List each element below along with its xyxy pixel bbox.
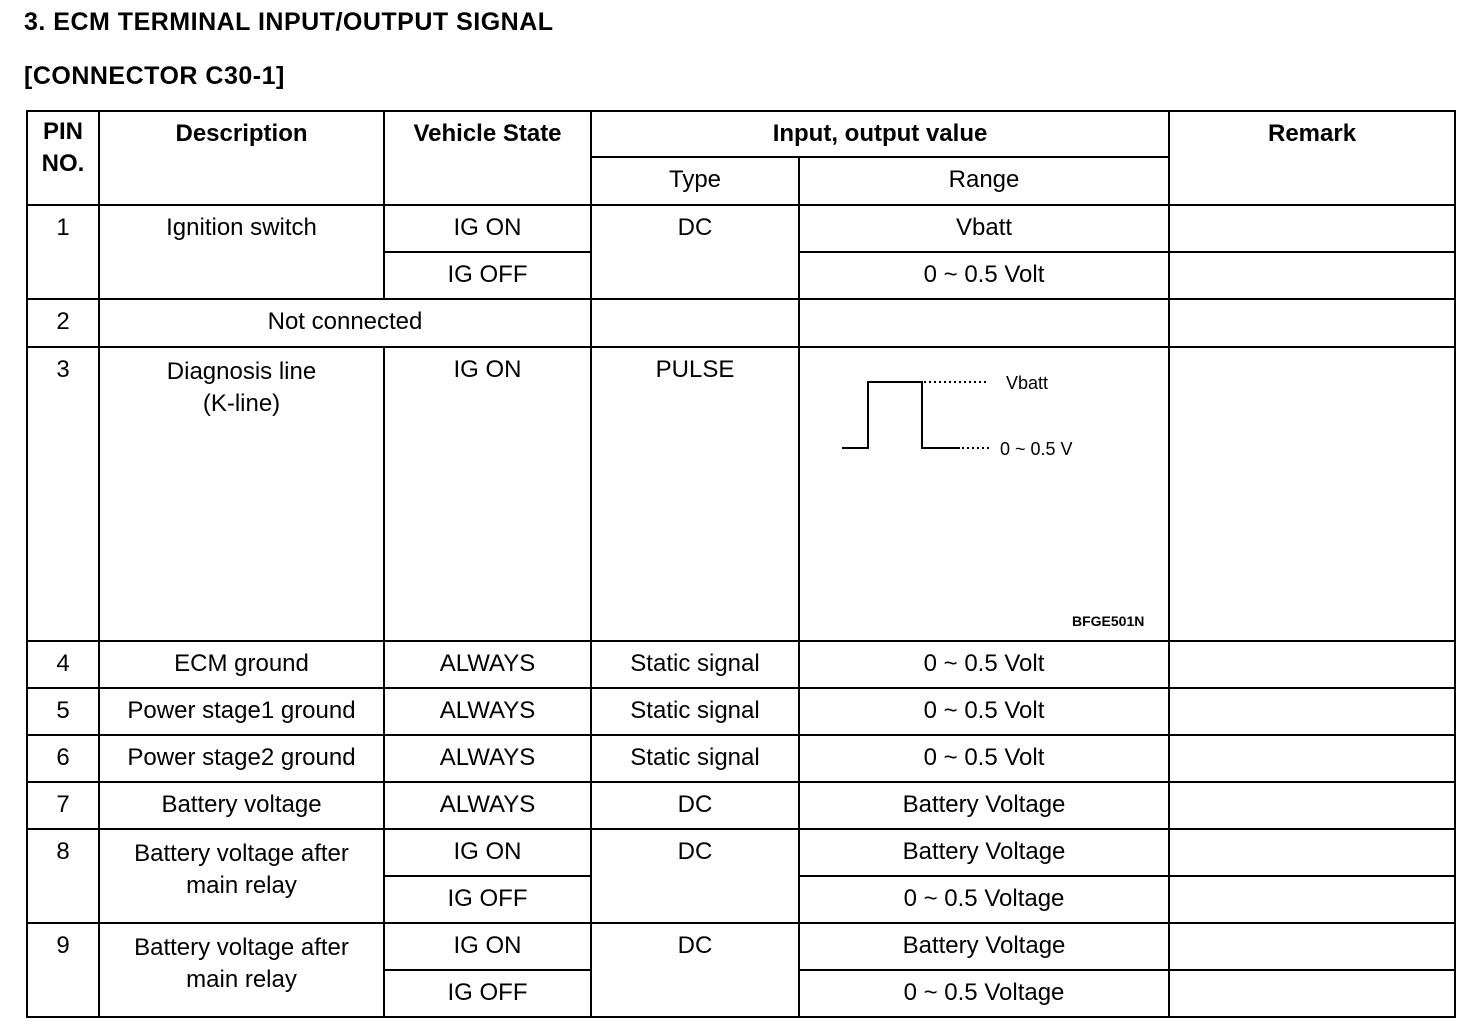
description: Diagnosis line (K-line): [99, 347, 384, 641]
vehicle-state: IG OFF: [384, 970, 591, 1017]
signal-type: Static signal: [591, 641, 799, 688]
signal-type: DC: [591, 829, 799, 923]
header-vehicle-state: Vehicle State: [384, 111, 591, 205]
range-value: Vbatt: [799, 205, 1169, 252]
vehicle-state: ALWAYS: [384, 641, 591, 688]
vehicle-state: IG ON: [384, 347, 591, 641]
table-row: [27, 829, 1455, 876]
pin-number: 5: [27, 688, 99, 735]
table-row: [27, 688, 1455, 735]
remark: [1169, 641, 1455, 688]
pin-number: 8: [27, 829, 99, 923]
remark: [1169, 923, 1455, 970]
description: Battery voltage after main relay: [99, 829, 384, 923]
pin-number: 2: [27, 299, 99, 347]
connector-label: [CONNECTOR C30-1]: [24, 62, 285, 90]
pulse-trace: [842, 382, 960, 448]
description: Power stage1 ground: [99, 688, 384, 735]
pulse-waveform: [799, 347, 1169, 641]
vehicle-state: ALWAYS: [384, 735, 591, 782]
remark: [1169, 205, 1455, 252]
vehicle-state: ALWAYS: [384, 688, 591, 735]
description: Battery voltage: [99, 782, 384, 829]
remark: [1169, 829, 1455, 876]
description: Power stage2 ground: [99, 735, 384, 782]
signal-type: Static signal: [591, 688, 799, 735]
low-level-label: 0 ~ 0.5 V: [1000, 439, 1073, 459]
remark: [1169, 876, 1455, 923]
description: Not connected: [99, 299, 591, 347]
range-value: 0 ~ 0.5 Voltage: [799, 876, 1169, 923]
signal-type: PULSE: [591, 347, 799, 641]
range-value: Battery Voltage: [799, 923, 1169, 970]
range-value: [799, 299, 1169, 347]
range-value: 0 ~ 0.5 Volt: [799, 735, 1169, 782]
table-row: [27, 923, 1455, 970]
description: ECM ground: [99, 641, 384, 688]
high-level-label: Vbatt: [1006, 373, 1049, 393]
pin-number: 3: [27, 347, 99, 641]
vehicle-state: IG OFF: [384, 876, 591, 923]
table-row: [27, 782, 1455, 829]
signal-type: [591, 299, 799, 347]
table-row: [27, 347, 1455, 641]
signal-type: Static signal: [591, 735, 799, 782]
remark: [1169, 970, 1455, 1017]
pin-number: 7: [27, 782, 99, 829]
remark: [1169, 782, 1455, 829]
remark: [1169, 347, 1455, 641]
range-value: 0 ~ 0.5 Volt: [799, 641, 1169, 688]
vehicle-state: IG ON: [384, 205, 591, 252]
header-io-value: Input, output value: [591, 111, 1169, 157]
vehicle-state: IG OFF: [384, 252, 591, 299]
header-pin-no: PIN NO.: [27, 111, 99, 205]
range-value: 0 ~ 0.5 Voltage: [799, 970, 1169, 1017]
pin-number: 6: [27, 735, 99, 782]
pin-number: 9: [27, 923, 99, 1017]
table-row: [27, 735, 1455, 782]
remark: [1169, 735, 1455, 782]
vehicle-state: ALWAYS: [384, 782, 591, 829]
signal-type: DC: [591, 782, 799, 829]
remark: [1169, 299, 1455, 347]
range-value: 0 ~ 0.5 Volt: [799, 688, 1169, 735]
description: Battery voltage after main relay: [99, 923, 384, 1017]
pin-number: 4: [27, 641, 99, 688]
header-range: Range: [799, 157, 1169, 205]
signal-table: [26, 110, 1456, 1018]
range-value: Battery Voltage: [799, 829, 1169, 876]
page-title: 3. ECM TERMINAL INPUT/OUTPUT SIGNAL: [24, 8, 554, 36]
pulse-waveform-diagram: [800, 348, 1166, 640]
table-row: [27, 205, 1455, 252]
signal-type: DC: [591, 205, 799, 299]
header-type: Type: [591, 157, 799, 205]
vehicle-state: IG ON: [384, 923, 591, 970]
vehicle-state: IG ON: [384, 829, 591, 876]
table-row: [27, 641, 1455, 688]
description: Ignition switch: [99, 205, 384, 299]
remark: [1169, 252, 1455, 299]
range-value: 0 ~ 0.5 Volt: [799, 252, 1169, 299]
header-description: Description: [99, 111, 384, 205]
remark: [1169, 688, 1455, 735]
pin-number: 1: [27, 205, 99, 299]
table-row: [27, 299, 1455, 347]
signal-type: DC: [591, 923, 799, 1017]
range-value: Battery Voltage: [799, 782, 1169, 829]
header-remark: Remark: [1169, 111, 1455, 205]
figure-code: BFGE501N: [1072, 613, 1145, 629]
